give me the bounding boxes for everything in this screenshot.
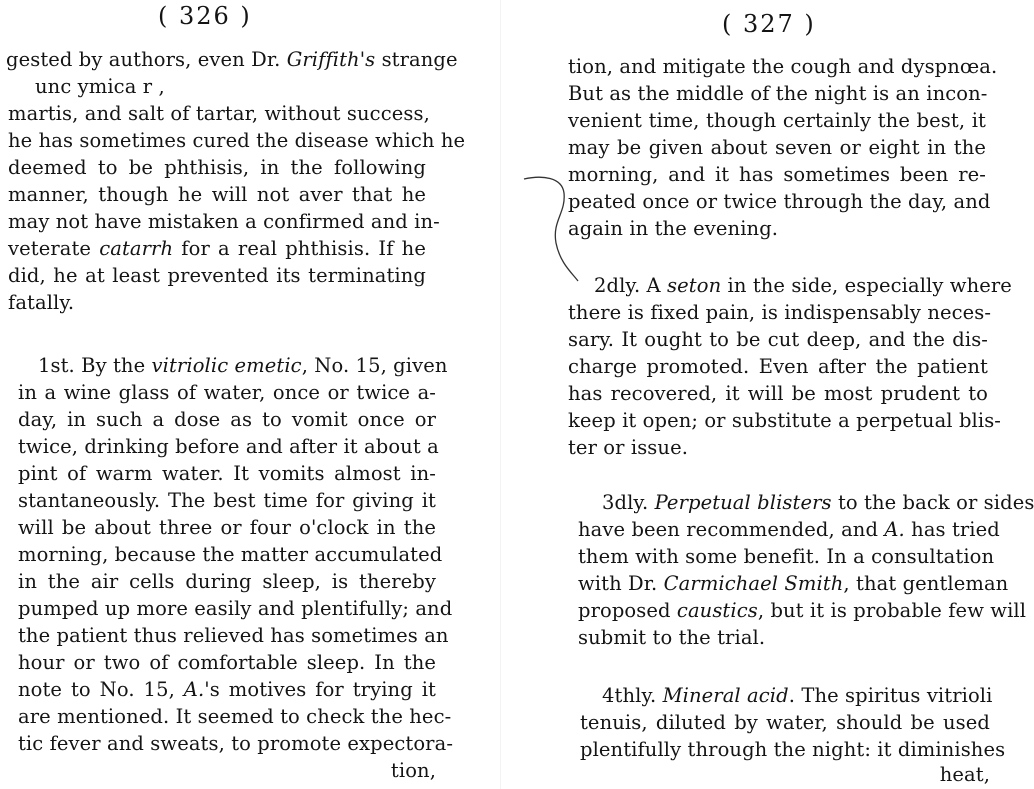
text-line: tic fever and sweats, to promote expectora- xyxy=(18,732,454,755)
text-line: fatally. xyxy=(8,291,75,314)
text-line: hour or two of comfortable sleep. In the xyxy=(18,651,436,674)
text-line: again in the evening. xyxy=(568,217,779,240)
text-line: veterate catarrh for a real phthisis. If he xyxy=(8,237,426,260)
catchword: tion, xyxy=(390,759,436,782)
text-line: submit to the trial. xyxy=(578,626,766,649)
text-line: may not have mistaken a confirmed and in- xyxy=(8,210,440,233)
text-line: gested by authors, even Dr. Griffith's strange xyxy=(6,48,458,71)
text-line: in the air cells during sleep, is thereby xyxy=(18,570,436,593)
text-line: plentifully through the night: it diminishes xyxy=(580,738,1006,761)
text-line: keep it open; or substitute a perpetual blis- xyxy=(568,409,1001,432)
text-line: ter or issue. xyxy=(568,436,689,459)
text-line: the patient thus relieved has sometimes an xyxy=(18,624,449,647)
text-line: are mentioned. It seemed to check the hec- xyxy=(18,705,452,728)
text-line: tenuis, diluted by water, should be used xyxy=(580,711,990,734)
text-line: he has sometimes cured the disease which he xyxy=(8,129,466,152)
text-line: morning, because the matter accumulated xyxy=(18,543,443,566)
text-line: 4thly. Mineral acid. The spiritus vitrioli xyxy=(602,684,993,707)
text-line: them with some benefit. In a consultation xyxy=(578,545,995,568)
text-line: pumped up more easily and plentifully; and xyxy=(18,597,453,620)
right-page xyxy=(500,0,1034,789)
page-number-right: ( 327 ) xyxy=(722,10,816,38)
page-number-left: ( 326 ) xyxy=(158,2,252,30)
text-line: deemed to be phthisis, in the following xyxy=(8,156,426,179)
text-line: martis, and salt of tartar, without success, xyxy=(8,102,430,125)
text-line: tion, and mitigate the cough and dyspnœa. xyxy=(568,55,998,78)
text-line: venient time, though certainly the best, it xyxy=(568,109,986,132)
text-line: morning, and it has sometimes been re- xyxy=(568,163,986,186)
text-line: may be given about seven or eight in the xyxy=(568,136,986,159)
text-line: proposed caustics, but it is probable few will xyxy=(578,599,1027,622)
text-line: note to No. 15, A.'s motives for trying it xyxy=(18,678,436,701)
text-line: 3dly. Perpetual blisters to the back or sides xyxy=(602,491,1034,514)
text-line: charge promoted. Even after the patient xyxy=(568,355,988,378)
text-line: did, he at least prevented its terminating xyxy=(8,264,426,287)
text-line: unc ymica r , xyxy=(35,75,165,98)
text-line: twice, drinking before and after it about a xyxy=(18,435,439,458)
text-line: in a wine glass of water, once or twice a- xyxy=(18,381,436,404)
text-line: pint of warm water. It vomits almost in- xyxy=(18,462,436,485)
text-line: will be about three or four o'clock in the xyxy=(18,516,436,539)
catchword: heat, xyxy=(939,763,990,786)
text-line: stantaneously. The best time for giving it xyxy=(18,489,436,512)
text-line: with Dr. Carmichael Smith, that gentleman xyxy=(578,572,1009,595)
text-line: 1st. By the vitriolic emetic, No. 15, given xyxy=(38,354,448,377)
text-line: But as the middle of the night is an incon- xyxy=(568,82,988,105)
text-line: 2dly. A seton in the side, especially where xyxy=(594,274,1012,297)
text-line: day, in such a dose as to vomit once or xyxy=(18,408,436,431)
text-line: have been recommended, and A. has tried xyxy=(578,518,1000,541)
text-line: manner, though he will not aver that he xyxy=(8,183,426,206)
text-line: there is fixed pain, is indispensably neces- xyxy=(568,301,992,324)
pen-mark xyxy=(522,173,592,283)
left-page xyxy=(0,0,500,789)
text-line: has recovered, it will be most prudent to xyxy=(568,382,988,405)
text-line: sary. It ought to be cut deep, and the dis- xyxy=(568,328,988,351)
text-line: peated once or twice through the day, and xyxy=(568,190,991,213)
